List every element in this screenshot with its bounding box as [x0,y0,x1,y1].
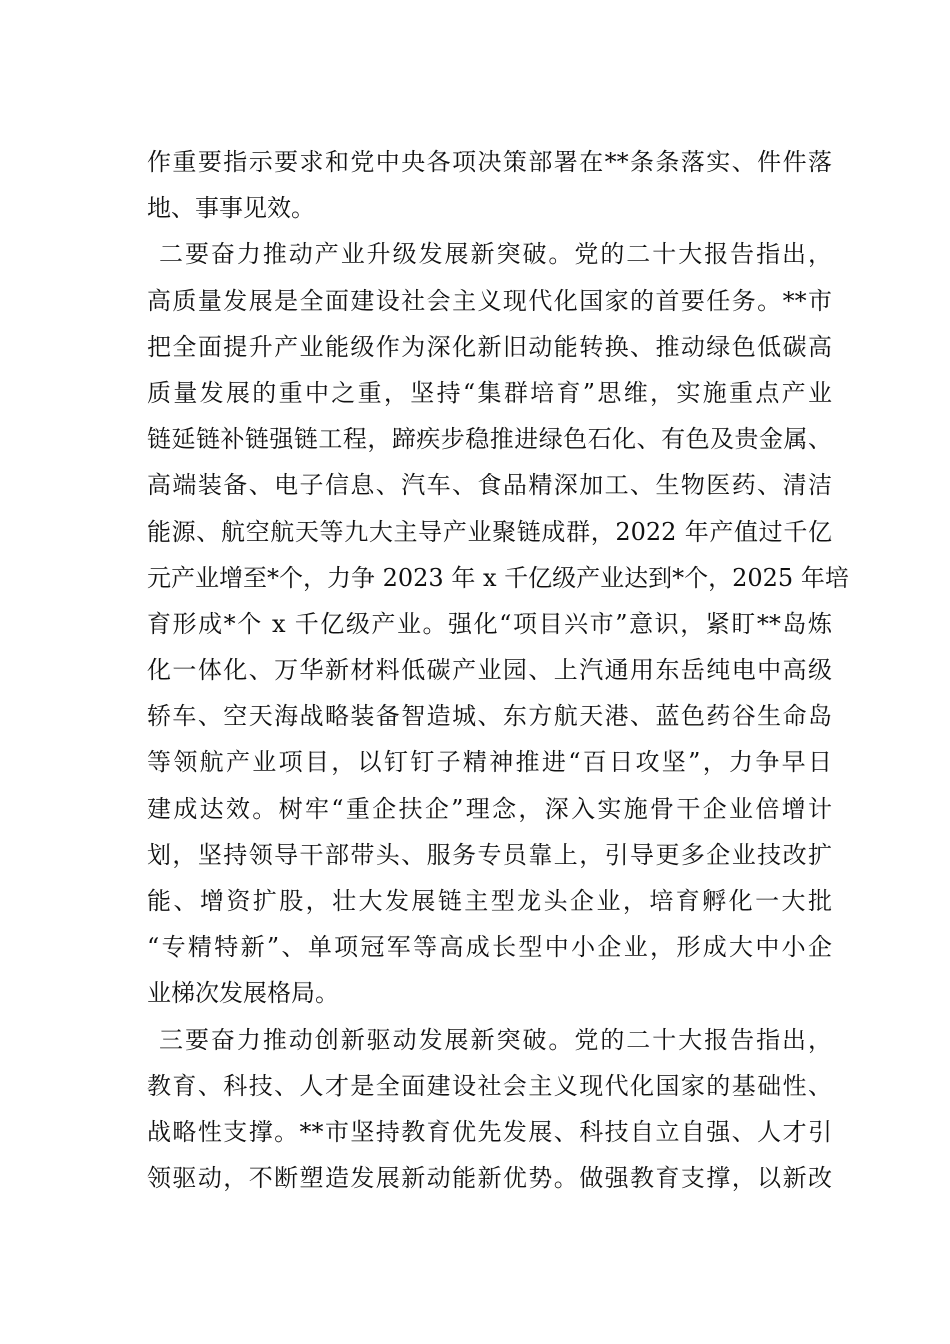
paragraph-1-line-2: 地、事事见效。 [147,194,315,223]
body-text [147,139,849,1201]
paragraph-3-line-3: 战略性支撑。**市坚持教育优先发展、科技自立自强、人才引 [147,1117,832,1146]
paragraph-2-line-8: 元产业增至*个，力争 2023 年 x 千亿级产业达到*个，2025 年培 [147,563,849,592]
paragraph-2-line-13: 建成达效。树牢“重企扶企”理念，深入实施骨干企业倍增计 [147,794,832,823]
paragraph-2-line-5: 链延链补链强链工程，蹄疾步稳推进绿色石化、有色及贵金属、 [147,425,832,454]
paragraph-2-line-4: 质量发展的重中之重，坚持“集群培育”思维，实施重点产业 [147,378,832,407]
paragraph-3-line-4: 领驱动，不断塑造发展新动能新优势。做强教育支撑，以新改 [147,1164,832,1193]
paragraph-2-line-15: 能、增资扩股，壮大发展链主型龙头企业，培育孵化一大批 [147,887,832,915]
paragraph-3-line-1: 三要奋力推动创新驱动发展新突破。党的二十大报告指出， [159,1025,832,1054]
paragraph-2-line-12: 等领航产业项目，以钉钉子精神推进“百日攻坚”，力争早日 [147,748,832,777]
paragraph-1-line-1: 作重要指示要求和党中央各项决策部署在**条条落实、件件落 [147,148,832,176]
paragraph-2-line-3: 把全面提升产业能级作为深化新旧动能转换、推动绿色低碳高 [147,332,832,361]
paragraph-2-line-6: 高端装备、电子信息、汽车、食品精深加工、生物医药、清洁 [147,471,832,500]
paragraph-2-line-14: 划，坚持领导干部带头、服务专员靠上，引导更多企业技改扩 [147,840,832,869]
paragraph-2-line-17: 业梯次发展格局。 [147,979,339,1008]
paragraph-3-line-2: 教育、科技、人才是全面建设社会主义现代化国家的基础性、 [147,1071,832,1100]
paragraph-2-line-16: “专精特新”、单项冠军等高成长型中小企业，形成大中小企 [147,933,832,962]
paragraph-2-line-7: 能源、航空航天等九大主导产业聚链成群，2022 年产值过千亿 [147,517,832,546]
paragraph-2-line-11: 轿车、空天海战略装备智造城、东方航天港、蓝色药谷生命岛 [147,702,832,731]
paragraph-2-line-9: 育形成*个 x 千亿级产业。强化“项目兴市”意识，紧盯**岛炼 [147,609,832,638]
paragraph-2-line-10: 化一体化、万华新材料低碳产业园、上汽通用东岳纯电中高级 [147,656,832,685]
paragraph-2-line-2: 高质量发展是全面建设社会主义现代化国家的首要任务。**市 [147,286,832,315]
paragraph-2-line-1: 二要奋力推动产业升级发展新突破。党的二十大报告指出， [159,240,832,269]
